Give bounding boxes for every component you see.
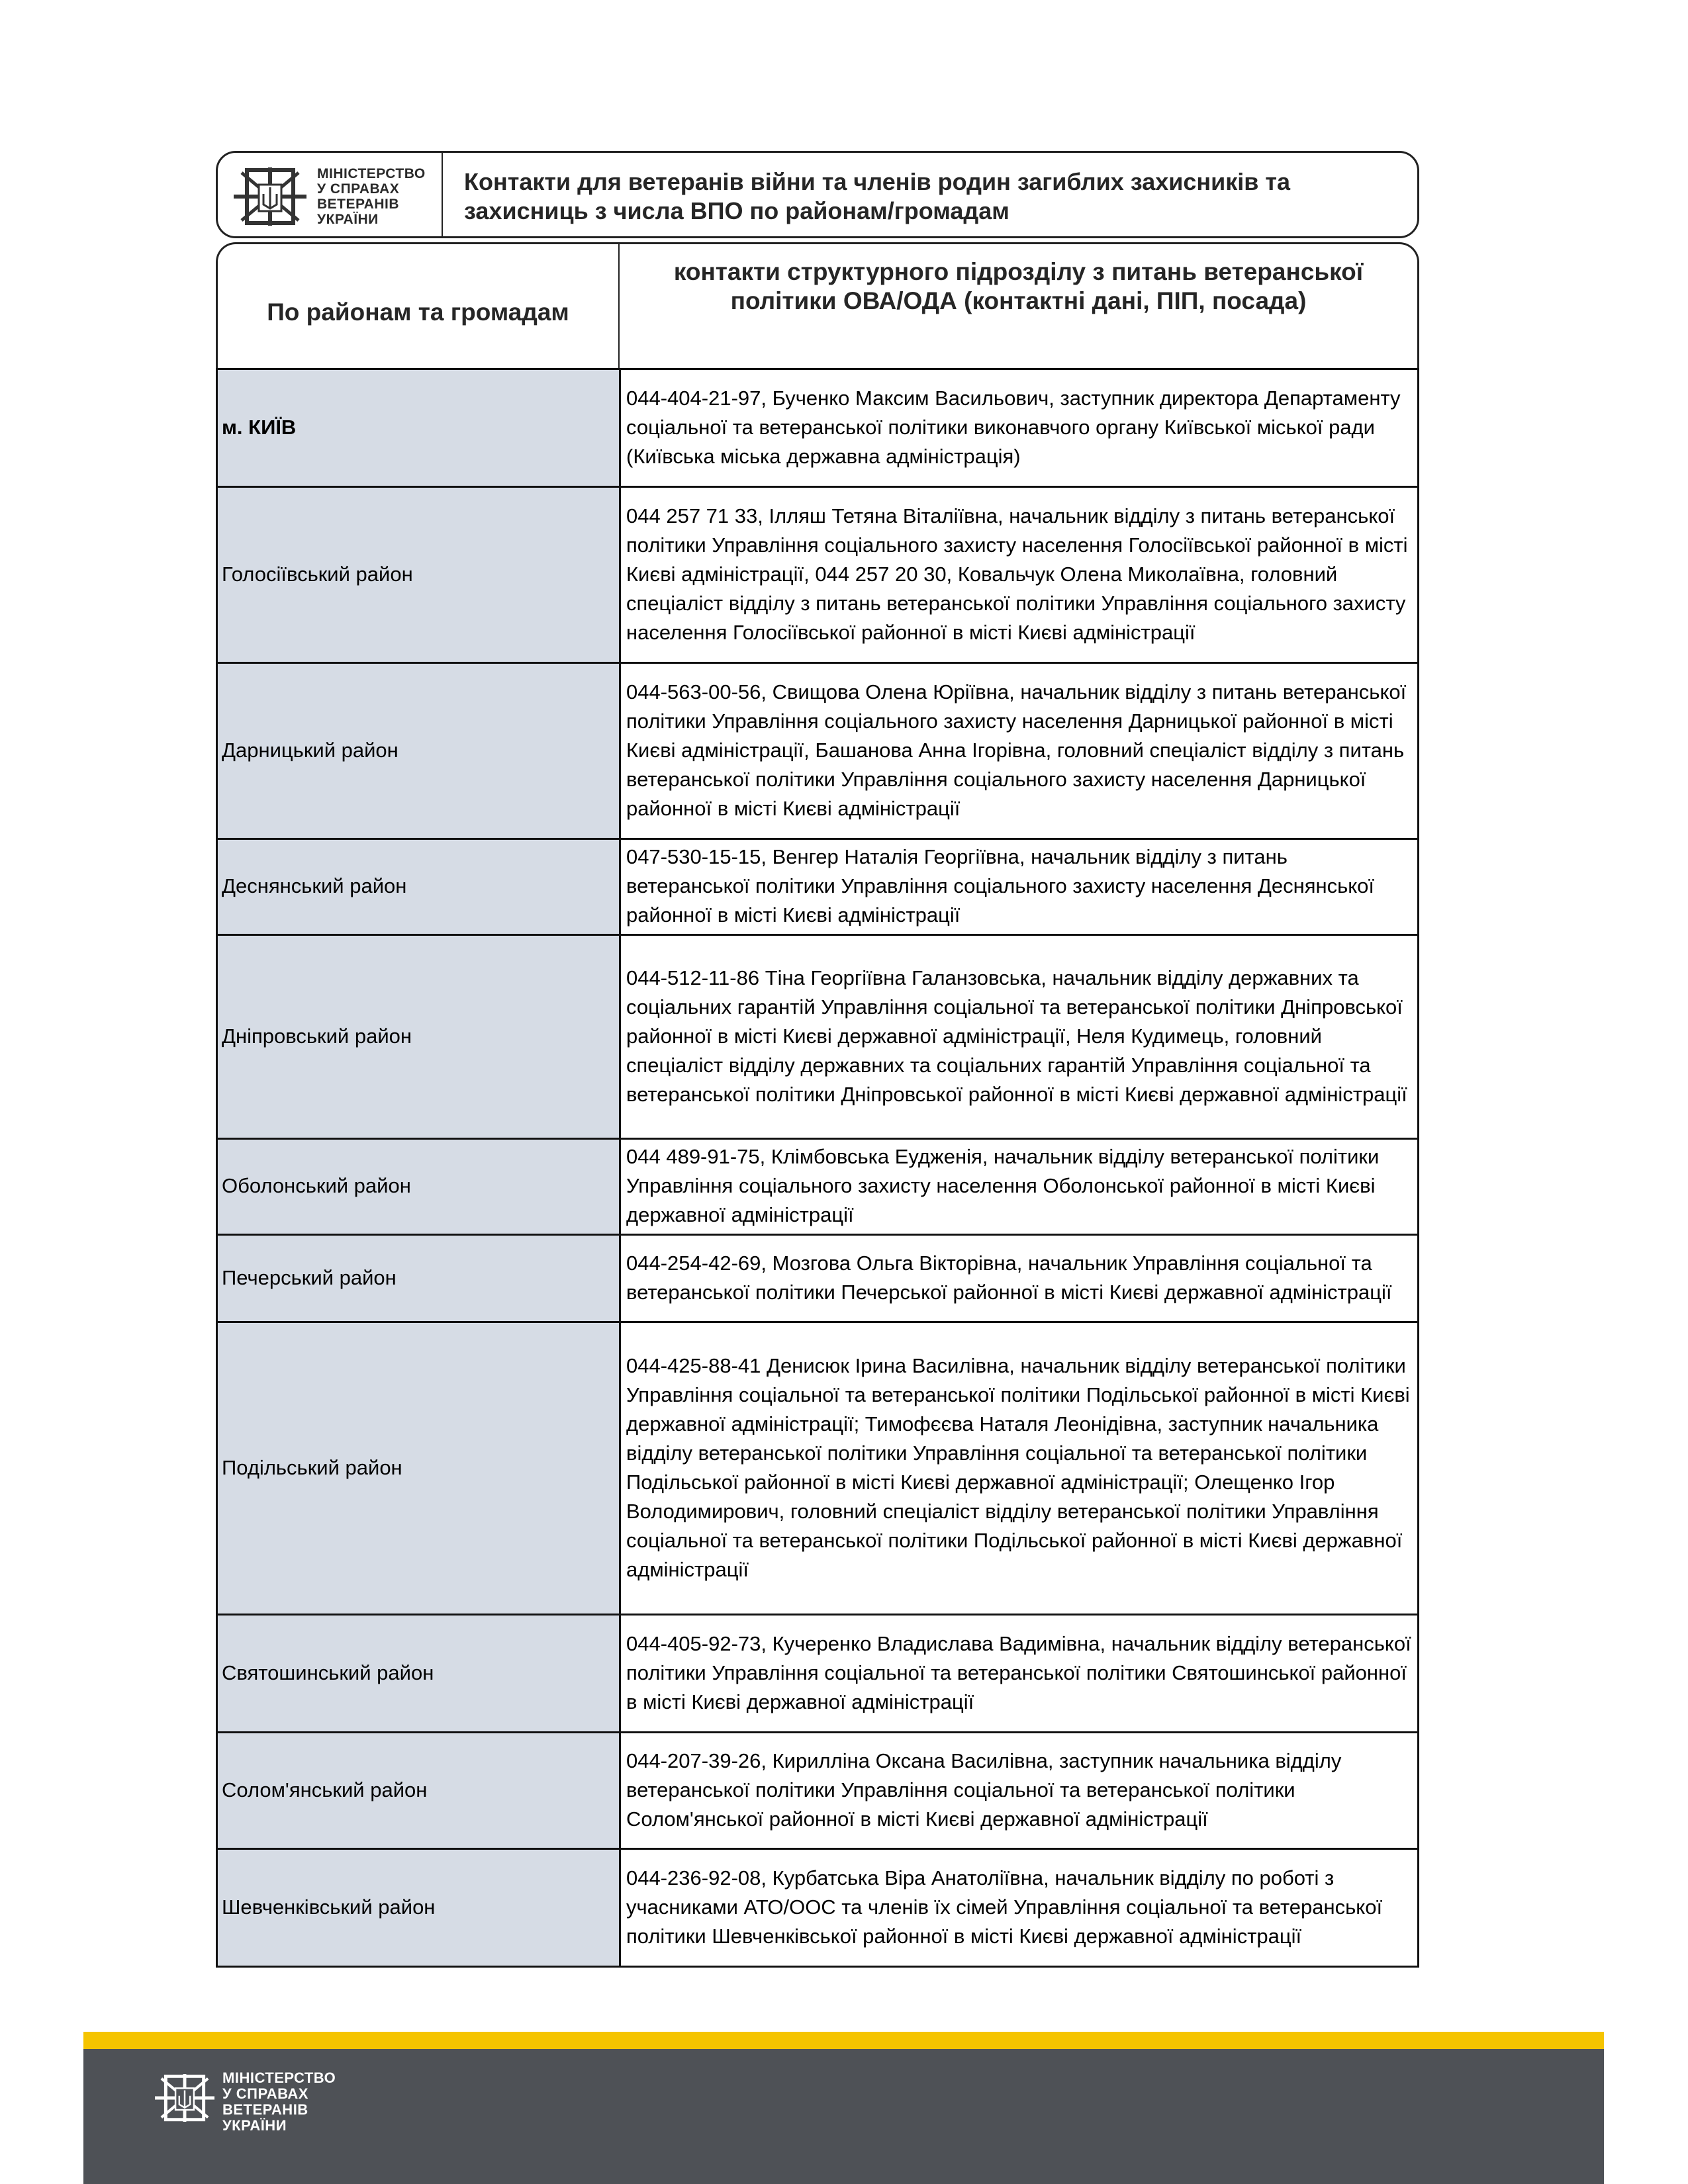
region-cell: Дніпровський район <box>217 935 620 1139</box>
contact-cell: 044 489-91-75, Клімбовська Еудженія, начальник відділу ветеранської політики Управління соціального захисту населення Оболонської районної в місті Києві державної адміністрації <box>620 1139 1419 1235</box>
table-row <box>217 487 1419 663</box>
column-header-regions: По районам та громадам <box>267 298 569 326</box>
table-row <box>217 935 1419 1139</box>
ministry-emblem-icon <box>234 167 306 226</box>
contact-cell: 044-563-00-56, Свищова Олена Юріївна, начальник відділу з питань ветеранської політики Управління соціального захисту населення Дарницької районної в місті Києві адміністрації, Башанова Анна Ігорівна, головний спеціаліст відділу з питань ветеранської політики Управління соціального захисту населення Дарницької районної в місті Києві адміністрації <box>620 663 1419 839</box>
region-cell: Печерський район <box>217 1235 620 1322</box>
contact-cell: 044-425-88-41 Денисюк Ірина Василівна, начальник відділу ветеранської політики Управління соціальної та ветеранської політики Подільської районної в місті Києві державної адміністрації; Тимофєєва Наталя Леонідівна, заступник начальника відділу ветеранської політики Управління соціальної та ветеранської політики Подільської районної в місті Києві державної адміністрації; Олещенко Ігор Володимирович, головний спеціаліст відділу ветеранської політики Управління соціальної та ветеранської політики Подільської районної в місті Києві державної адміністрації <box>620 1322 1419 1615</box>
table-row <box>217 839 1419 935</box>
ministry-emblem-icon <box>155 2071 214 2124</box>
contact-cell: 044 257 71 33, Ілляш Тетяна Віталіївна, начальник відділу з питань ветеранської політики Управління соціального захисту населення Голосіївської районної в місті Києві адміністрації, 044 257 20 30, Ковальчук Олена Миколаївна, головний спеціаліст відділу з питань ветеранської політики Управління соціального захисту населення Голосіївської районної в місті Києві адміністрації <box>620 487 1419 663</box>
table-row <box>217 369 1419 487</box>
table-row <box>217 1733 1419 1849</box>
document-header <box>216 151 1419 238</box>
region-cell: Голосіївський район <box>217 487 620 663</box>
contact-cell: 044-512-11-86 Тіна Георгіївна Галанзовська, начальник відділу державних та соціальних гарантій Управління соціальної та ветеранської політики Дніпровської районної в місті Києві державної адміністрації, Неля Кудимець, головний спеціаліст відділу державних та соціальних гарантій Управління соціальної та ветеранської політики Дніпровської районної в місті Києві державної адміністрації <box>620 935 1419 1139</box>
table-row <box>217 1235 1419 1322</box>
footer-accent-stripe <box>83 2032 1604 2049</box>
page-footer <box>83 2049 1604 2184</box>
table-row <box>217 1139 1419 1235</box>
region-cell: Святошинський район <box>217 1615 620 1733</box>
table-row <box>217 1615 1419 1733</box>
region-cell: Подільський район <box>217 1322 620 1615</box>
contact-cell: 044-236-92-08, Курбатська Віра Анатоліївна, начальник відділу по роботі з учасниками АТО/ООС та членів їх сімей Управління соціальної та ветеранської політики Шевченківської районної в місті Києві державної адміністрації <box>620 1849 1419 1967</box>
ministry-logo-text: МІНІСТЕРСТВО У СПРАВАХ ВЕТЕРАНІВ УКРАЇНИ <box>317 166 426 227</box>
footer-logo-text: МІНІСТЕРСТВО У СПРАВАХ ВЕТЕРАНІВ УКРАЇНИ <box>222 2070 336 2134</box>
region-cell: Оболонський район <box>217 1139 620 1235</box>
region-cell: Дарницький район <box>217 663 620 839</box>
region-cell: Шевченківський район <box>217 1849 620 1967</box>
contact-cell: 044-207-39-26, Кирилліна Оксана Василівна, заступник начальника відділу ветеранської політики Управління соціальної та ветеранської політики Солом'янської районної в місті Києві державної адміністрації <box>620 1733 1419 1849</box>
contacts-table <box>216 368 1419 1968</box>
region-cell: Деснянський район <box>217 839 620 935</box>
column-header-contacts: контакти структурного підрозділу з питань ветеранської політики ОВА/ОДА (контактні дані, ПІП, посада) <box>673 258 1364 314</box>
contact-cell: 044-404-21-97, Бученко Максим Васильович, заступник директора Департаменту соціальної та ветеранської політики виконавчого органу Київської міської ради (Київська міська державна адміністрація) <box>620 369 1419 487</box>
region-cell: м. КИЇВ <box>217 369 620 487</box>
contact-cell: 047-530-15-15, Венгер Наталія Георгіївна, начальник відділу з питань ветеранської політики Управління соціального захисту населення Деснянської районної в місті Києві адміністрації <box>620 839 1419 935</box>
ministry-logo <box>218 153 443 236</box>
table-header <box>216 242 1419 371</box>
document-title: Контакти для ветеранів війни та членів родин загиблих захисників та захисниць з числа ВПО по районам/громадам <box>464 168 1291 224</box>
contact-cell: 044-254-42-69, Мозгова Ольга Вікторівна, начальник Управління соціальної та ветеранської політики Печерської районної в місті Києві державної адміністрації <box>620 1235 1419 1322</box>
contact-cell: 044-405-92-73, Кучеренко Владислава Вадимівна, начальник відділу ветеранської політики Управління соціальної та ветеранської політики Святошинської районної в місті Києві державної адміністрації <box>620 1615 1419 1733</box>
table-row <box>217 1849 1419 1967</box>
region-cell: Солом'янський район <box>217 1733 620 1849</box>
table-row <box>217 663 1419 839</box>
table-row <box>217 1322 1419 1615</box>
